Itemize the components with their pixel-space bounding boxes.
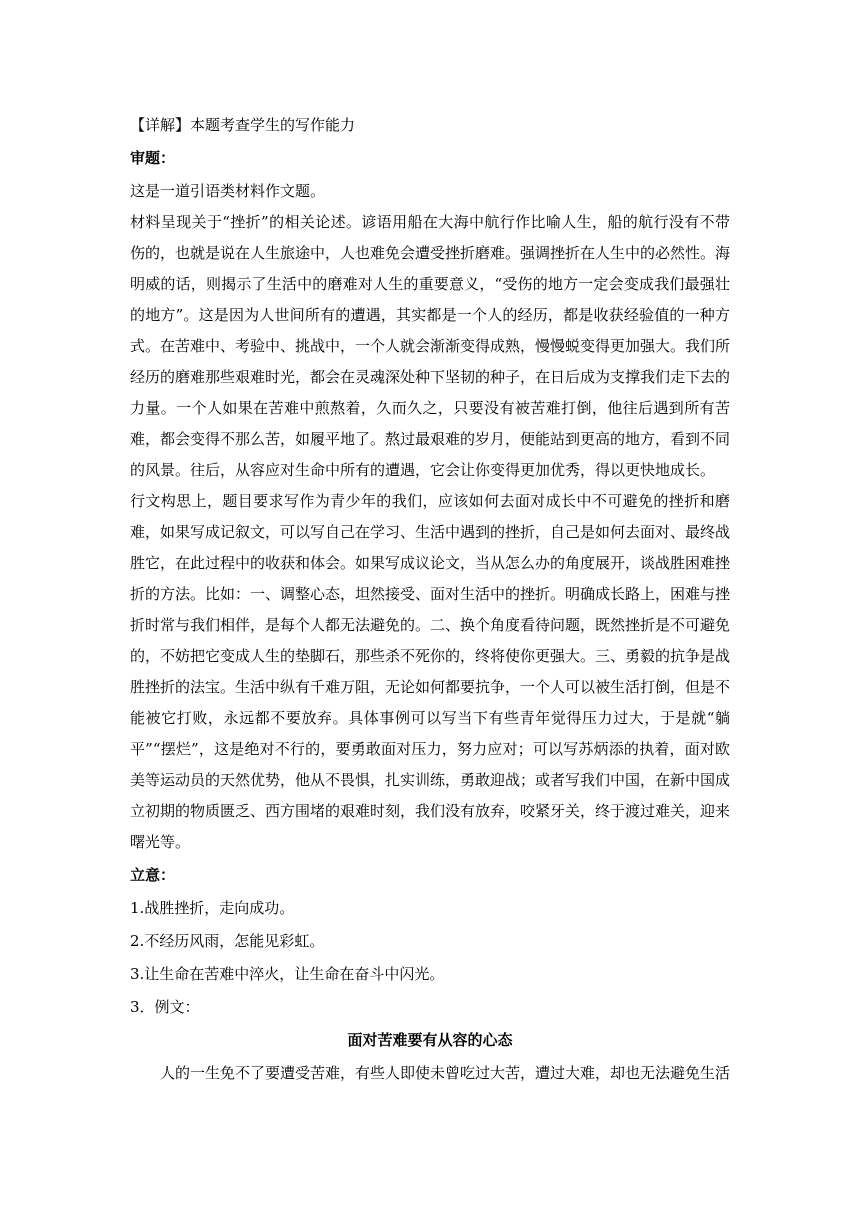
- analysis-paragraph-1: 材料呈现关于“挫折”的相关论述。谚语用船在大海中航行作比喻人生，船的航行没有不带伤的，也就是说在人生旅途中，人也难免会遭受挫折磨难。强调挫折在人生中的必然性。海明威的话，则揭示了生活中的磨难对人生的重要意义，“受伤的地方一定会变成我们最强壮的地方”。这是因为人世间所有的遭遇，其实都是一个人的经历，都是收获经验值的一种方式。在苦难中、考验中、挑战中，一个人就会渐渐变得成熟，慢慢蜕变得更加强大。我们所经历的磨难那些艰难时光，都会在灵魂深处种下坚韧的种子，在日后成为支撑我们走下去的力量。一个人如果在苦难中煎熬着，久而久之，只要没有被苦难打倒，他往后遇到所有苦难，都会变得不那么苦，如履平地了。熬过最艰难的岁月，便能站到更高的地方，看到不同的风景。往后，从容应对生命中所有的遭遇，它会让你变得更加优秀，得以更快地成长。: [130, 213, 731, 479]
- shenti-label: 审题：: [130, 149, 176, 167]
- intro-line: 这是一道引语类材料作文题。: [130, 182, 326, 200]
- example-label: 3．例文：: [130, 998, 200, 1016]
- essay-title: 面对苦难要有从容的心态: [347, 1031, 513, 1049]
- point-3: 3.让生命在苦难中淬火，让生命在奋斗中闪光。: [130, 965, 445, 983]
- point-1: 1.战胜挫折，走向成功。: [130, 899, 295, 917]
- essay-first-line: 人的一生免不了要遭受苦难，有些人即使未曾吃过大苦，遭过大难，却也无法避免生活: [160, 1064, 731, 1082]
- document-content: [130, 110, 730, 1089]
- point-2: 2.不经历风雨，怎能见彩虹。: [130, 932, 325, 950]
- analysis-paragraph-2: 行文构思上，题目要求写作为青少年的我们，应该如何去面对成长中不可避免的挫折和磨难，如果写成记叙文，可以写自己在学习、生活中遇到的挫折，自己是如何去面对、最终战胜它，在此过程中的收获和体会。如果写成议论文，当从怎么办的角度展开，谈战胜困难挫折的方法。比如：一、调整心态，坦然接受、面对生活中的挫折。明确成长路上，困难与挫折时常与我们相伴，是每个人都无法避免的。二、换个角度看待问题，既然挫折是不可避免的，不妨把它变成人生的垫脚石，那些杀不死你的，终将使你更强大。三、勇毅的抗争是战胜挫折的法宝。生活中纵有千难万阻，无论如何都要抗争，一个人可以被生活打倒，但是不能被它打败，永远都不要放弃。具体事例可以写当下有些青年觉得压力过大，于是就“躺平”“摆烂”，这是绝对不行的，要勇敢面对压力，努力应对；可以写苏炳添的执着，面对欧美等运动员的天然优势，他从不畏惧，扎实训练，勇敢迎战；或者写我们中国，在新中国成立初期的物质匮乏、西方围堵的艰难时刻，我们没有放弃，咬紧牙关，终于渡过难关，迎来曙光等。: [130, 492, 731, 851]
- detail-heading: 【详解】本题考查学生的写作能力: [130, 116, 356, 134]
- liyi-label: 立意：: [130, 866, 176, 884]
